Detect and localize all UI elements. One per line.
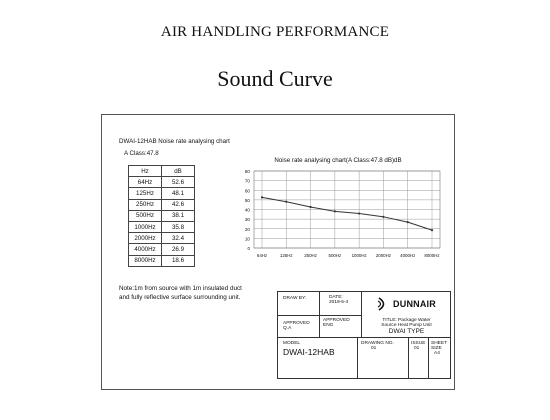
- table-cell: 1000Hz: [129, 221, 162, 232]
- table-row: [129, 221, 195, 232]
- drawing-no-cell: [358, 338, 409, 378]
- date-label: DATE:: [329, 295, 343, 300]
- table-row: [129, 177, 195, 188]
- note-text: [119, 285, 242, 302]
- logo-text: DUNNAIR: [393, 299, 436, 309]
- data-point: [334, 210, 336, 212]
- note-line: and fully reflective surface surrounding unit.: [119, 293, 241, 301]
- a-class-label: A Class:47.8: [124, 150, 159, 157]
- table-row: [129, 210, 195, 221]
- drawing-sheet: [101, 114, 455, 390]
- drawing-no-value: 01: [371, 346, 377, 351]
- data-point: [431, 229, 433, 231]
- date-cell: [320, 292, 362, 316]
- title-line-3: DWAI TYPE: [388, 328, 425, 335]
- y-tick-label: 0: [247, 246, 250, 251]
- y-tick-label: 70: [244, 178, 250, 184]
- y-tick-label: 10: [244, 236, 250, 242]
- data-point: [407, 221, 409, 223]
- page-subtitle: Sound Curve: [217, 66, 333, 91]
- approved-eng-cell: [320, 316, 362, 338]
- note-line: Note:1m from source with 1m insulated duct: [119, 285, 242, 292]
- table-cell: 38.1: [162, 210, 195, 221]
- title-line-2: Source Heat Pump Unit: [381, 323, 432, 328]
- data-point: [309, 206, 311, 208]
- title-cell: [362, 316, 451, 338]
- table-row: [129, 188, 195, 199]
- x-tick-label: 500Hz: [328, 253, 342, 258]
- approved-eng-label: APPROVED: [323, 318, 350, 323]
- draw-by-cell: [278, 292, 320, 316]
- dunnair-logo-icon: [377, 297, 389, 311]
- issue-value: 01: [414, 346, 420, 351]
- data-point: [358, 212, 360, 214]
- drawing-no-label: DRAWING NO.: [361, 341, 394, 346]
- issue-cell: [409, 338, 429, 378]
- table-header-row: [129, 166, 195, 177]
- size-value: A4: [434, 351, 440, 356]
- chart-title: Noise rate analysing chart(A Class:47.8 dB)dB: [274, 157, 402, 164]
- y-tick-label: 80: [244, 169, 250, 174]
- table-cell: 48.1: [162, 188, 195, 199]
- y-tick-label: 60: [244, 188, 250, 194]
- table-cell: 500Hz: [129, 210, 162, 221]
- table-header-cell: dB: [162, 166, 195, 177]
- table-cell: 2000Hz: [129, 233, 162, 244]
- table-cell: 18.6: [162, 255, 195, 266]
- series-line: [262, 197, 432, 230]
- x-tick-label: 8000Hz: [424, 253, 440, 258]
- table-header-cell: Hz: [129, 166, 162, 177]
- title-block: [277, 291, 451, 379]
- y-tick-label: 30: [244, 217, 250, 223]
- noise-chart-svg: [232, 155, 444, 263]
- data-point: [285, 201, 287, 203]
- table-row: [129, 244, 195, 255]
- y-tick-label: 40: [244, 207, 250, 213]
- noise-chart: [232, 155, 444, 263]
- sheet-title: DWAI-12HAB Noise rate analysing chart: [119, 138, 230, 145]
- table-cell: 35.8: [162, 221, 195, 232]
- table-cell: 42.6: [162, 199, 195, 210]
- sheet-size-cell: [429, 338, 451, 378]
- page-title: AIR HANDLING PERFORMANCE: [160, 24, 390, 40]
- model-value: DWAI-12HAB: [283, 347, 335, 357]
- approved-qa-cell: [278, 316, 320, 338]
- table-cell: 4000Hz: [129, 244, 162, 255]
- table-row: [129, 199, 195, 210]
- table-cell: 26.9: [162, 244, 195, 255]
- table-row: [129, 233, 195, 244]
- title-line-1: TITLE: Package Water: [382, 318, 431, 323]
- noise-table: [128, 165, 195, 267]
- table-cell: 32.4: [162, 233, 195, 244]
- sheet-label: SHEET: [431, 341, 447, 346]
- table-cell: 64Hz: [129, 177, 162, 188]
- x-tick-label: 4000Hz: [400, 253, 416, 258]
- table-cell: 250Hz: [129, 199, 162, 210]
- x-tick-label: 64Hz: [256, 253, 268, 258]
- y-tick-label: 50: [244, 197, 250, 203]
- table-cell: 8000Hz: [129, 255, 162, 266]
- issue-label: ISSUE: [411, 341, 426, 346]
- x-tick-label: 2000Hz: [375, 253, 391, 258]
- approved-qa-label: APPROVED Q.A: [283, 321, 310, 331]
- x-tick-label: 125Hz: [279, 253, 293, 258]
- model-cell: [278, 338, 358, 378]
- x-tick-label: 1000Hz: [351, 253, 367, 258]
- model-label: MODEL: [283, 341, 301, 346]
- table-cell: 52.6: [162, 177, 195, 188]
- draw-by-label: DRAW BY:: [283, 296, 307, 301]
- company-logo: [362, 292, 451, 316]
- data-point: [382, 216, 384, 218]
- table-cell: 125Hz: [129, 188, 162, 199]
- x-tick-label: 250Hz: [304, 253, 317, 258]
- y-tick-label: 20: [244, 226, 250, 232]
- table-row: [129, 255, 195, 266]
- date-value: 2019-5-4: [329, 300, 349, 305]
- size-label: SIZE: [431, 346, 442, 351]
- approved-eng-value: ENG: [323, 323, 334, 328]
- data-point: [261, 196, 263, 198]
